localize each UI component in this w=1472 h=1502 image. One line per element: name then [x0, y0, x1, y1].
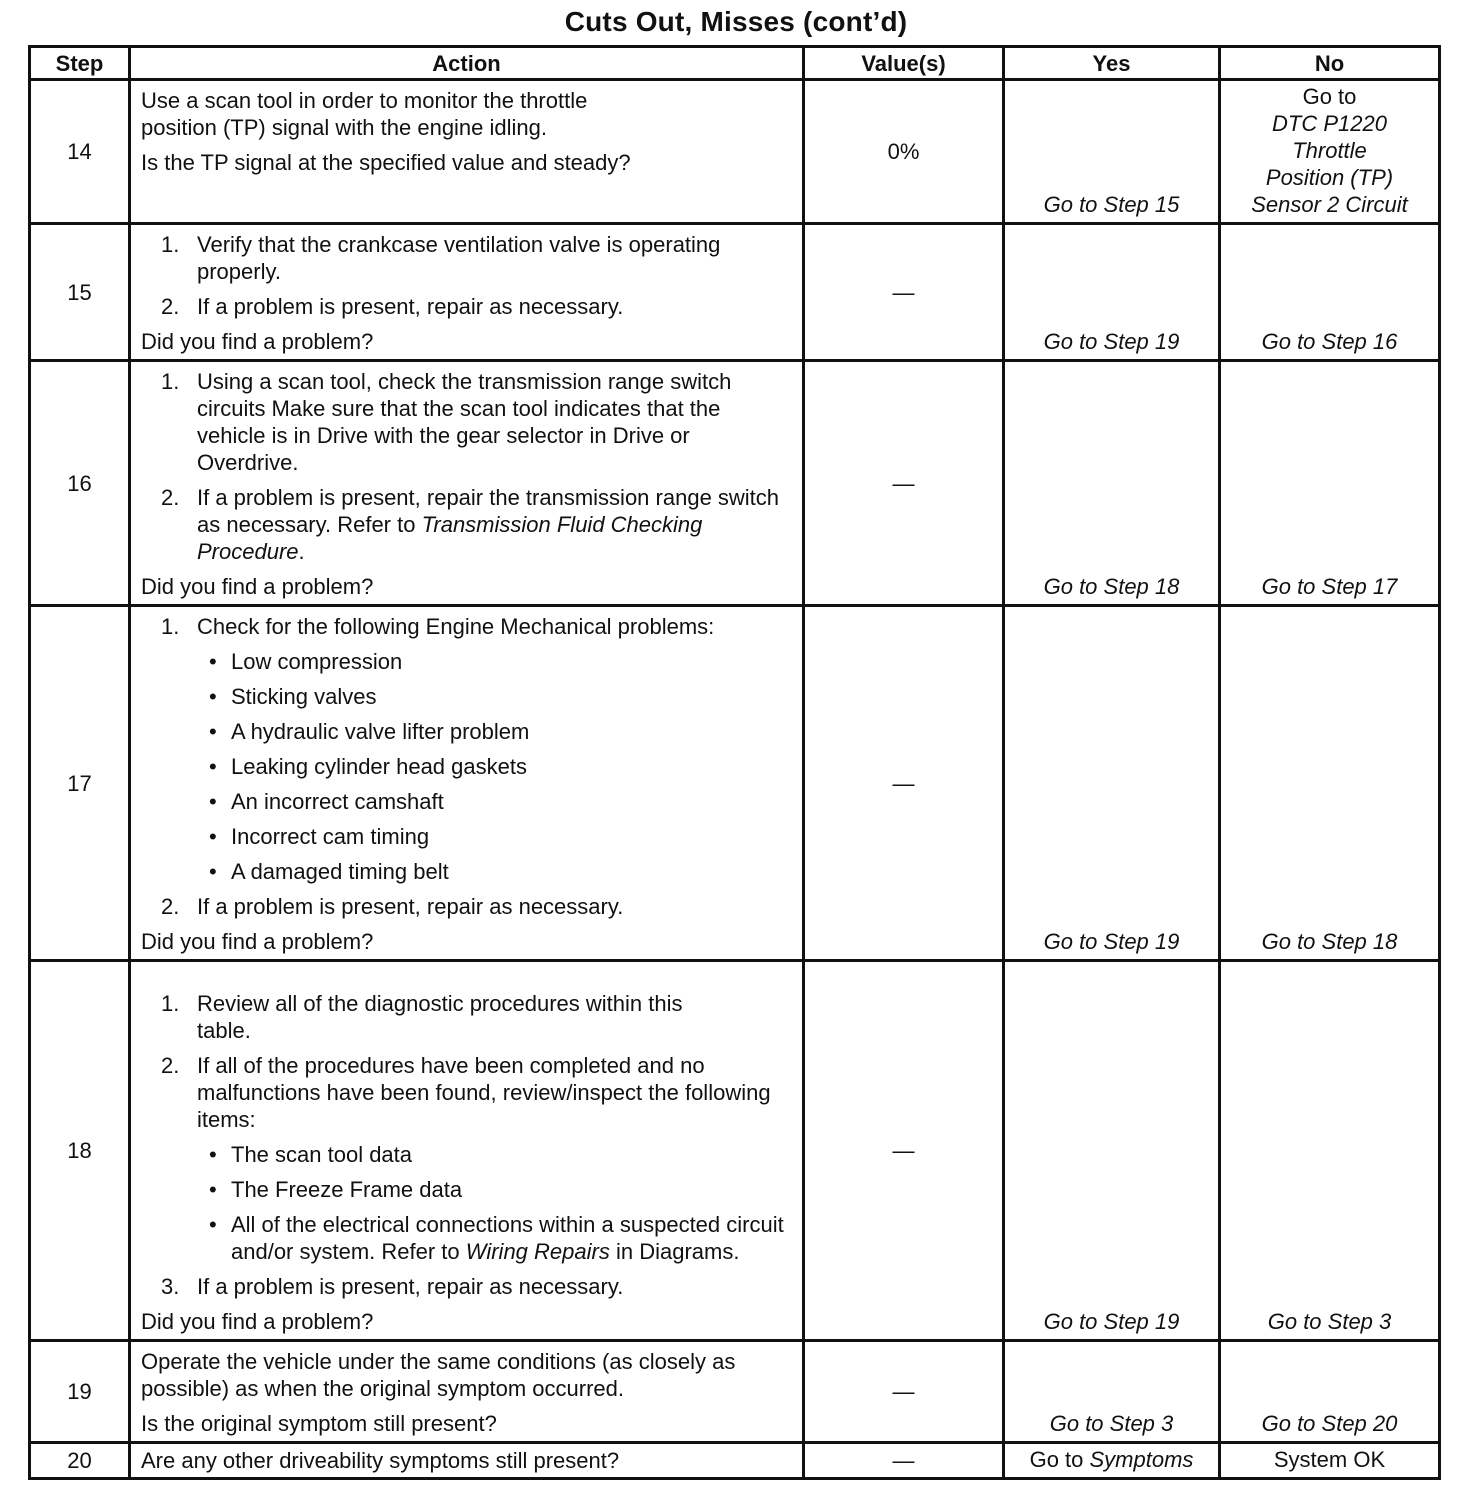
action-step-item: 2. If a problem is present, repair as necessary.: [161, 294, 624, 319]
no-cell[interactable]: Go to Step 18: [1220, 606, 1440, 961]
action-cell: [130, 80, 804, 224]
action-cell: [130, 1341, 804, 1443]
value-cell: —: [804, 606, 1004, 961]
bullet-list: [197, 1141, 794, 1265]
reference-link[interactable]: Transmission Fluid Checking Procedure: [197, 512, 703, 564]
yes-cell[interactable]: Go to Step 18: [1004, 361, 1220, 606]
diagnostic-table: [28, 45, 1441, 1480]
bullet-item: • A hydraulic valve lifter problem: [197, 718, 794, 745]
step-number: 14: [30, 80, 130, 224]
bullet-item: • Low compression: [197, 648, 794, 675]
step-number: 20: [30, 1443, 130, 1479]
bullet-item: • An incorrect camshaft: [197, 788, 794, 815]
no-line: Throttle: [1292, 138, 1367, 163]
action-question: Did you find a problem?: [141, 1309, 374, 1334]
action-question: Is the original symptom still present?: [141, 1411, 497, 1436]
action-step-item: 2. If all of the procedures have been completed and no malfunctions have been found, review/inspect the following items: • The scan tool data • The Freeze Frame data • All of the electrical connections within a suspected circuit and/or system. Refer to Wiring Repairs in Diagrams.: [141, 1052, 794, 1265]
no-line: Sensor 2 Circuit: [1251, 192, 1408, 217]
step-number: 18: [30, 961, 130, 1341]
yes-cell[interactable]: Go to Step 19: [1004, 606, 1220, 961]
no-cell[interactable]: Go to Step 16: [1220, 224, 1440, 361]
value-cell: —: [804, 1443, 1004, 1479]
action-steps: [141, 990, 794, 1300]
action-question: Is the TP signal at the specified value and steady?: [141, 150, 631, 175]
action-steps: [141, 368, 794, 565]
action-cell: [130, 224, 804, 361]
bullet-item: • The scan tool data: [197, 1141, 794, 1168]
step-number: 17: [30, 606, 130, 961]
table-row: [30, 961, 1440, 1341]
action-question: Are any other driveability symptoms still present?: [141, 1448, 620, 1473]
value-cell: —: [804, 961, 1004, 1341]
action-steps: [141, 613, 794, 920]
no-cell[interactable]: Go to Step 20: [1220, 1341, 1440, 1443]
bullet-item: • Leaking cylinder head gaskets: [197, 753, 794, 780]
no-line: Go to: [1302, 84, 1357, 109]
table-header-row: [30, 47, 1440, 80]
table-row: [30, 1443, 1440, 1479]
bullet-item: • Sticking valves: [197, 683, 794, 710]
yes-cell[interactable]: Go to Step 19: [1004, 224, 1220, 361]
bullet-item: • All of the electrical connections within a suspected circuit and/or system. Refer to Wiring Repairs in Diagrams.: [197, 1211, 794, 1265]
no-cell[interactable]: Go to Step 17: [1220, 361, 1440, 606]
header-no: No: [1220, 47, 1440, 80]
header-yes: Yes: [1004, 47, 1220, 80]
table-row: [30, 1341, 1440, 1443]
bullet-list: [197, 648, 794, 885]
action-cell: [130, 606, 804, 961]
action-steps: [141, 231, 794, 320]
header-values: Value(s): [804, 47, 1004, 80]
value-cell: —: [804, 361, 1004, 606]
action-text: Operate the vehicle under the same conditions (as closely as possible) as when the original symptom occurred.: [141, 1349, 736, 1401]
action-step-item: 2. If a problem is present, repair as necessary.: [161, 894, 624, 919]
value-cell: —: [804, 1341, 1004, 1443]
action-question: Did you find a problem?: [141, 574, 374, 599]
action-text: Use a scan tool in order to monitor the throttle position (TP) signal with the engine idling.: [141, 88, 588, 140]
no-line: DTC P1220: [1272, 111, 1387, 136]
bullet-item: • A damaged timing belt: [197, 858, 794, 885]
table-row: [30, 80, 1440, 224]
action-step-item: 1. Verify that the crankcase ventilation valve is operating properly.: [161, 232, 721, 284]
action-step-item: 1. Review all of the diagnostic procedures within this table.: [161, 991, 683, 1043]
no-cell[interactable]: System OK: [1220, 1443, 1440, 1479]
no-cell[interactable]: Go to Step 3: [1220, 961, 1440, 1341]
page-title: Cuts Out, Misses (cont’d): [564, 6, 908, 37]
no-cell[interactable]: [1220, 80, 1440, 224]
action-step-item: 3. If a problem is present, repair as necessary.: [161, 1274, 624, 1299]
action-question: Did you find a problem?: [141, 329, 374, 354]
step-number: 19: [30, 1341, 130, 1443]
bullet-item: • The Freeze Frame data: [197, 1176, 794, 1203]
step-number: 15: [30, 224, 130, 361]
reference-link[interactable]: Wiring Repairs: [465, 1239, 610, 1264]
action-cell: [130, 1443, 804, 1479]
yes-cell[interactable]: Go to Step 15: [1004, 80, 1220, 224]
value-cell: —: [804, 224, 1004, 361]
table-row: [30, 606, 1440, 961]
action-step-item: 2. If a problem is present, repair the transmission range switch as necessary. Refer to Transmission Fluid Checking Procedure.: [161, 485, 780, 564]
yes-cell[interactable]: Go to Step 3: [1004, 1341, 1220, 1443]
step-number: 16: [30, 361, 130, 606]
action-cell: [130, 961, 804, 1341]
action-step-item: 1. Check for the following Engine Mechanical problems: • Low compression • Sticking valves • A hydraulic valve lifter problem • Leaking cylinder head gaskets • An incorrect camshaft • Incorrect cam timing • A damaged timing belt: [141, 613, 794, 885]
action-cell: [130, 361, 804, 606]
bullet-item: • Incorrect cam timing: [197, 823, 794, 850]
no-line: Position (TP): [1265, 165, 1394, 190]
reference-link[interactable]: Symptoms: [1089, 1447, 1194, 1472]
table-row: [30, 361, 1440, 606]
header-action: Action: [130, 47, 804, 80]
action-question: Did you find a problem?: [141, 929, 374, 954]
yes-cell[interactable]: Go to Symptoms: [1004, 1443, 1220, 1479]
header-step: Step: [30, 47, 130, 80]
yes-cell[interactable]: Go to Step 19: [1004, 961, 1220, 1341]
action-step-item: 1. Using a scan tool, check the transmission range switch circuits Make sure that the scan tool indicates that the vehicle is in Drive with the gear selector in Drive or Overdrive.: [161, 369, 732, 475]
value-cell: 0%: [804, 80, 1004, 224]
table-row: [30, 224, 1440, 361]
